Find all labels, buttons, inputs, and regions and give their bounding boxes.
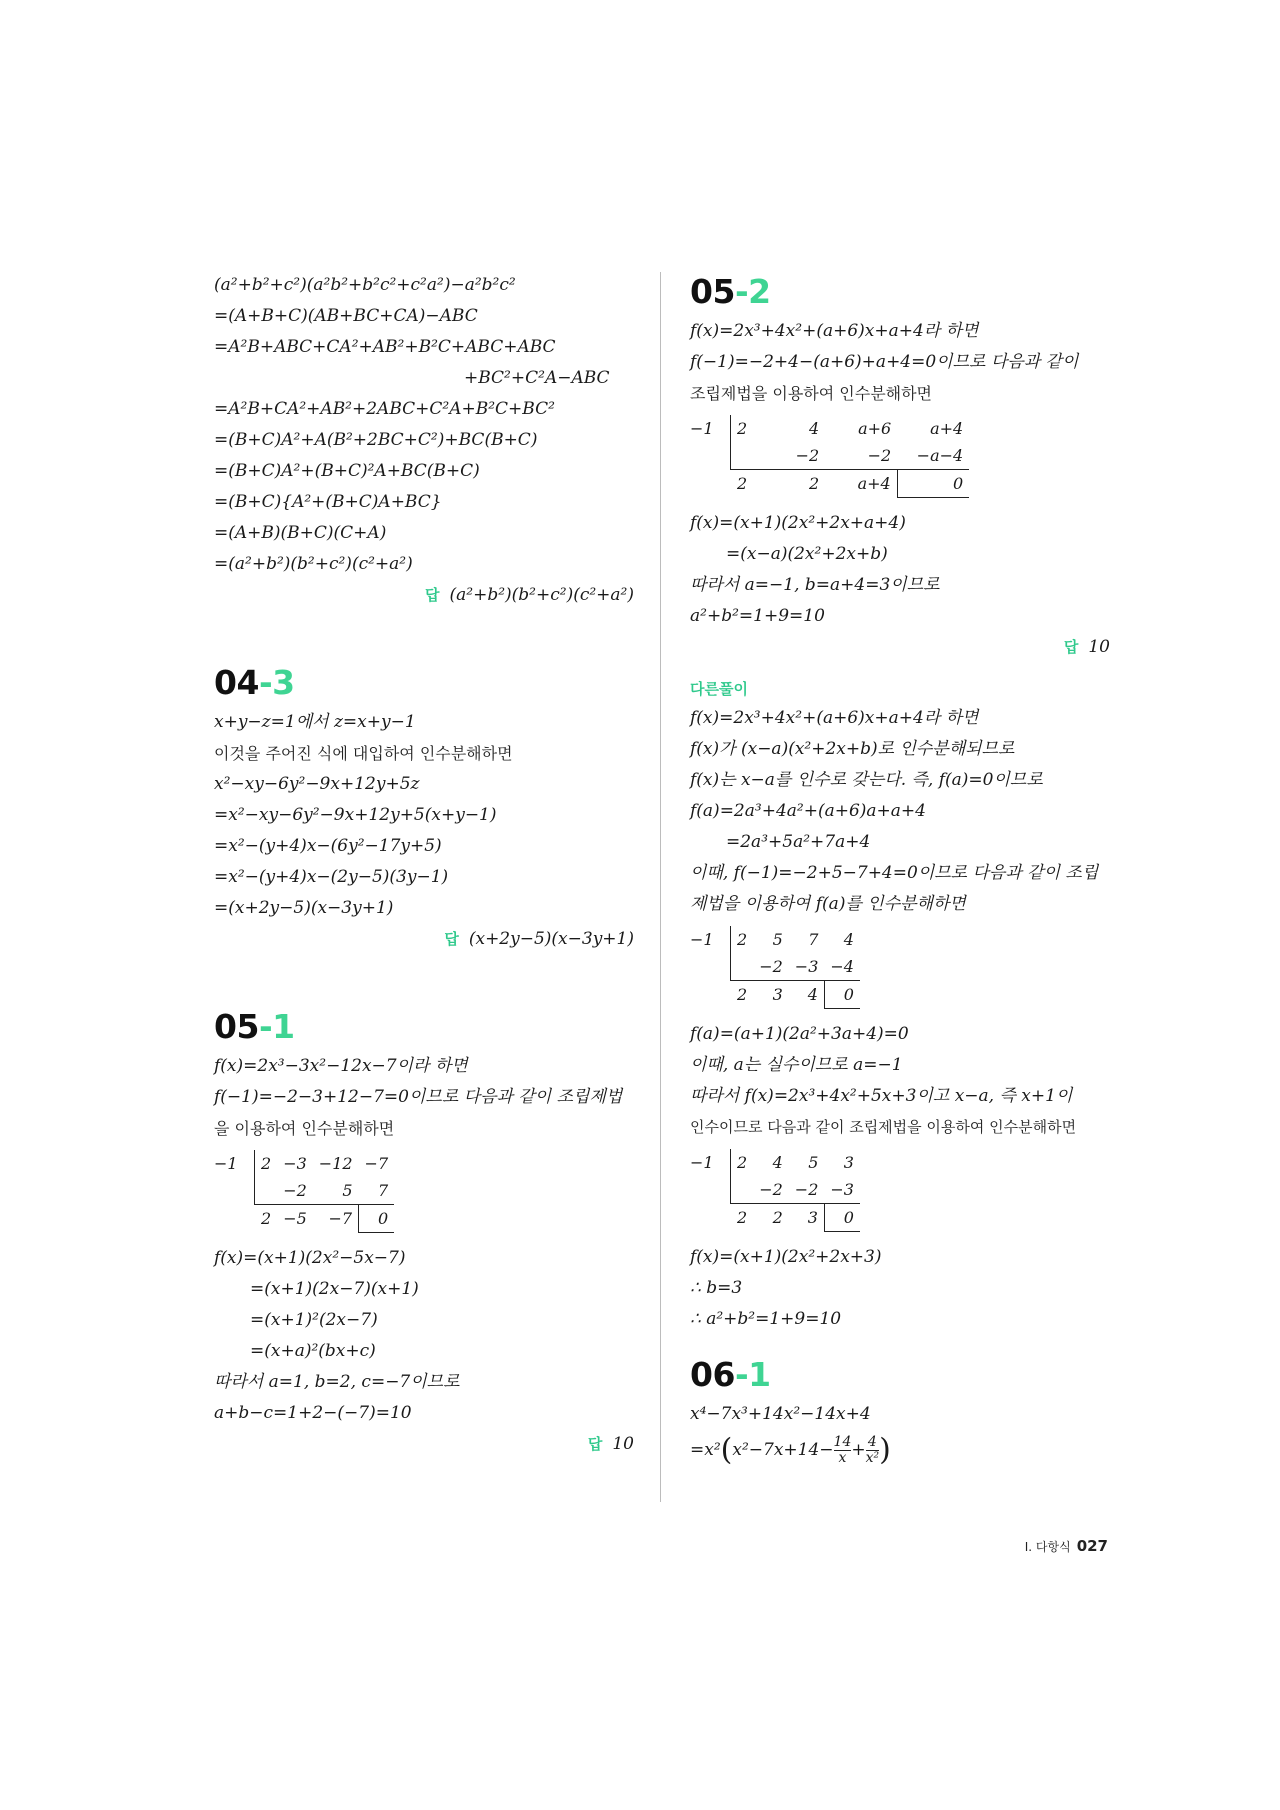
- text-line: f(x)=2x³+4x²+(a+6)x+a+4라 하면: [690, 321, 979, 341]
- left-column: [214, 270, 634, 1460]
- text-line: f(−1)=−2−3+12−7=0이므로 다음과 같이 조립제법: [214, 1087, 623, 1107]
- section-title-06-1: 06-1: [690, 1355, 771, 1394]
- text-line: a²+b²=1+9=10: [690, 606, 825, 626]
- equation-line: =x²−(y+4)x−(2y−5)(3y−1): [214, 867, 449, 887]
- answer-label: 답: [425, 586, 440, 604]
- equation-line: =(a²+b²)(b²+c²)(c²+a²): [214, 554, 413, 574]
- equation-line: f(x)=(x+1)(2x²+2x+3): [690, 1247, 882, 1267]
- equation-line: =(A+B+C)(AB+BC+CA)−ABC: [214, 306, 478, 326]
- equation-line: =2a³+5a²+7a+4: [726, 832, 871, 852]
- equation-line: f(a)=2a³+4a²+(a+6)a+a+4: [690, 801, 926, 821]
- text-line: 따라서 a=1, b=2, c=−7이므로: [214, 1372, 460, 1392]
- page-number: 027: [1076, 1537, 1108, 1555]
- equation-line: =(x+a)²(bx+c): [250, 1341, 376, 1361]
- equation-line: =(A+B)(B+C)(C+A): [214, 523, 387, 543]
- right-column: [690, 270, 1110, 1470]
- text-line: x+y−z=1에서 z=x+y−1: [214, 712, 416, 732]
- equation-line: x²−xy−6y²−9x+12y+5z: [214, 774, 420, 794]
- answer-line: [214, 580, 634, 611]
- text-line: 제법을 이용하여 f(a)를 인수분해하면: [690, 894, 966, 914]
- text-line: 따라서 f(x)=2x³+4x²+5x+3이고 x−a, 즉 x+1이: [690, 1086, 1073, 1106]
- equation-line: =x²(x²−7x+14− $\frac{14}{x}$ + $\frac{4}{\text{x²}}$ ): [690, 1432, 891, 1468]
- answer-value: (a²+b²)(b²+c²)(c²+a²): [449, 585, 634, 605]
- synthetic-division-table: −1 2 4 a+6 a+4 −2 −2 −a−4 2 2 a+4 0: [690, 415, 969, 498]
- alternate-solution-title: 다른풀이: [690, 680, 748, 698]
- text-line: 이것을 주어진 식에 대입하여 인수분해하면: [214, 744, 513, 763]
- text-line: 조립제법을 이용하여 인수분해하면: [690, 384, 933, 403]
- chapter-label: I. 다항식: [1024, 1540, 1071, 1554]
- fraction: $\frac{14}{x}$: [833, 1434, 852, 1466]
- equation-line: =(x+1)²(2x−7): [250, 1310, 378, 1330]
- text-line: f(x)=2x³−3x²−12x−7이라 하면: [214, 1056, 468, 1076]
- equation-line: =x²−xy−6y²−9x+12y+5(x+y−1): [214, 805, 497, 825]
- synthetic-division-table: −1 2 −3 −12 −7 −2 5 7 2 −5 −7 0: [214, 1150, 394, 1233]
- text-line: f(x)=2x³+4x²+(a+6)x+a+4라 하면: [690, 708, 979, 728]
- equation-line: +BC²+C²A−ABC: [464, 368, 610, 388]
- equation-line: =x²−(y+4)x−(6y²−17y+5): [214, 836, 442, 856]
- equation-line: x⁴−7x³+14x²−14x+4: [690, 1404, 871, 1424]
- text-line: 을 이용하여 인수분해하면: [214, 1119, 395, 1138]
- synthetic-division-table: −1 2 5 7 4 −2 −3 −4 2 3 4 0: [690, 926, 860, 1009]
- section-title-05-2: 05-2: [690, 272, 771, 311]
- equation-line: =(B+C)A²+(B+C)²A+BC(B+C): [214, 461, 480, 481]
- equation-line: (a²+b²+c²)(a²b²+b²c²+c²a²)−a²b²c²: [214, 275, 516, 295]
- equation-line: =(B+C){A²+(B+C)A+BC}: [214, 492, 442, 512]
- equation-line: =(B+C)A²+A(B²+2BC+C²)+BC(B+C): [214, 430, 538, 450]
- text-line: 이때, a는 실수이므로 a=−1: [690, 1055, 903, 1075]
- answer-line: 답 (x+2y−5)(x−3y+1): [444, 929, 634, 949]
- synthetic-division-table: −1 2 4 5 3 −2 −2 −3 2 2 3 0: [690, 1149, 860, 1232]
- text-line: f(x)가 (x−a)(x²+2x+b)로 인수분해되므로: [690, 739, 1015, 759]
- column-divider: [660, 272, 661, 1502]
- answer-line: 답 10: [1063, 637, 1110, 657]
- text-line: f(x)는 x−a를 인수로 갖는다. 즉, f(a)=0이므로: [690, 770, 1043, 790]
- equation-line: =A²B+ABC+CA²+AB²+B²C+ABC+ABC: [214, 337, 556, 357]
- page-footer: [1025, 1537, 1108, 1555]
- equation-line: =(x+1)(2x−7)(x+1): [250, 1279, 419, 1299]
- equation-line: f(x)=(x+1)(2x²−5x−7): [214, 1248, 406, 1268]
- section-title-05-1: 05-1: [214, 1007, 295, 1046]
- text-line: 이때, f(−1)=−2+5−7+4=0이므로 다음과 같이 조립: [690, 863, 1099, 883]
- equation-line: =A²B+CA²+AB²+2ABC+C²A+B²C+BC²: [214, 399, 555, 419]
- text-line: f(−1)=−2+4−(a+6)+a+4=0이므로 다음과 같이: [690, 352, 1079, 372]
- text-line: a+b−c=1+2−(−7)=10: [214, 1403, 412, 1423]
- text-line: 따라서 a=−1, b=a+4=3이므로: [690, 575, 940, 595]
- equation-line: f(a)=(a+1)(2a²+3a+4)=0: [690, 1024, 909, 1044]
- equation-line: =(x−a)(2x²+2x+b): [726, 544, 888, 564]
- section-title-04-3: 04-3: [214, 663, 295, 702]
- answer-line: 답 10: [587, 1434, 634, 1454]
- equation-line: f(x)=(x+1)(2x²+2x+a+4): [690, 513, 906, 533]
- fraction: $\frac{4}{\text{x²}}$: [865, 1434, 880, 1466]
- equation-line: ∴ b=3: [690, 1278, 743, 1298]
- equation-line: ∴ a²+b²=1+9=10: [690, 1309, 842, 1329]
- equation-line: =(x+2y−5)(x−3y+1): [214, 898, 394, 918]
- text-line: 인수이므로 다음과 같이 조립제법을 이용하여 인수분해하면: [690, 1118, 1077, 1136]
